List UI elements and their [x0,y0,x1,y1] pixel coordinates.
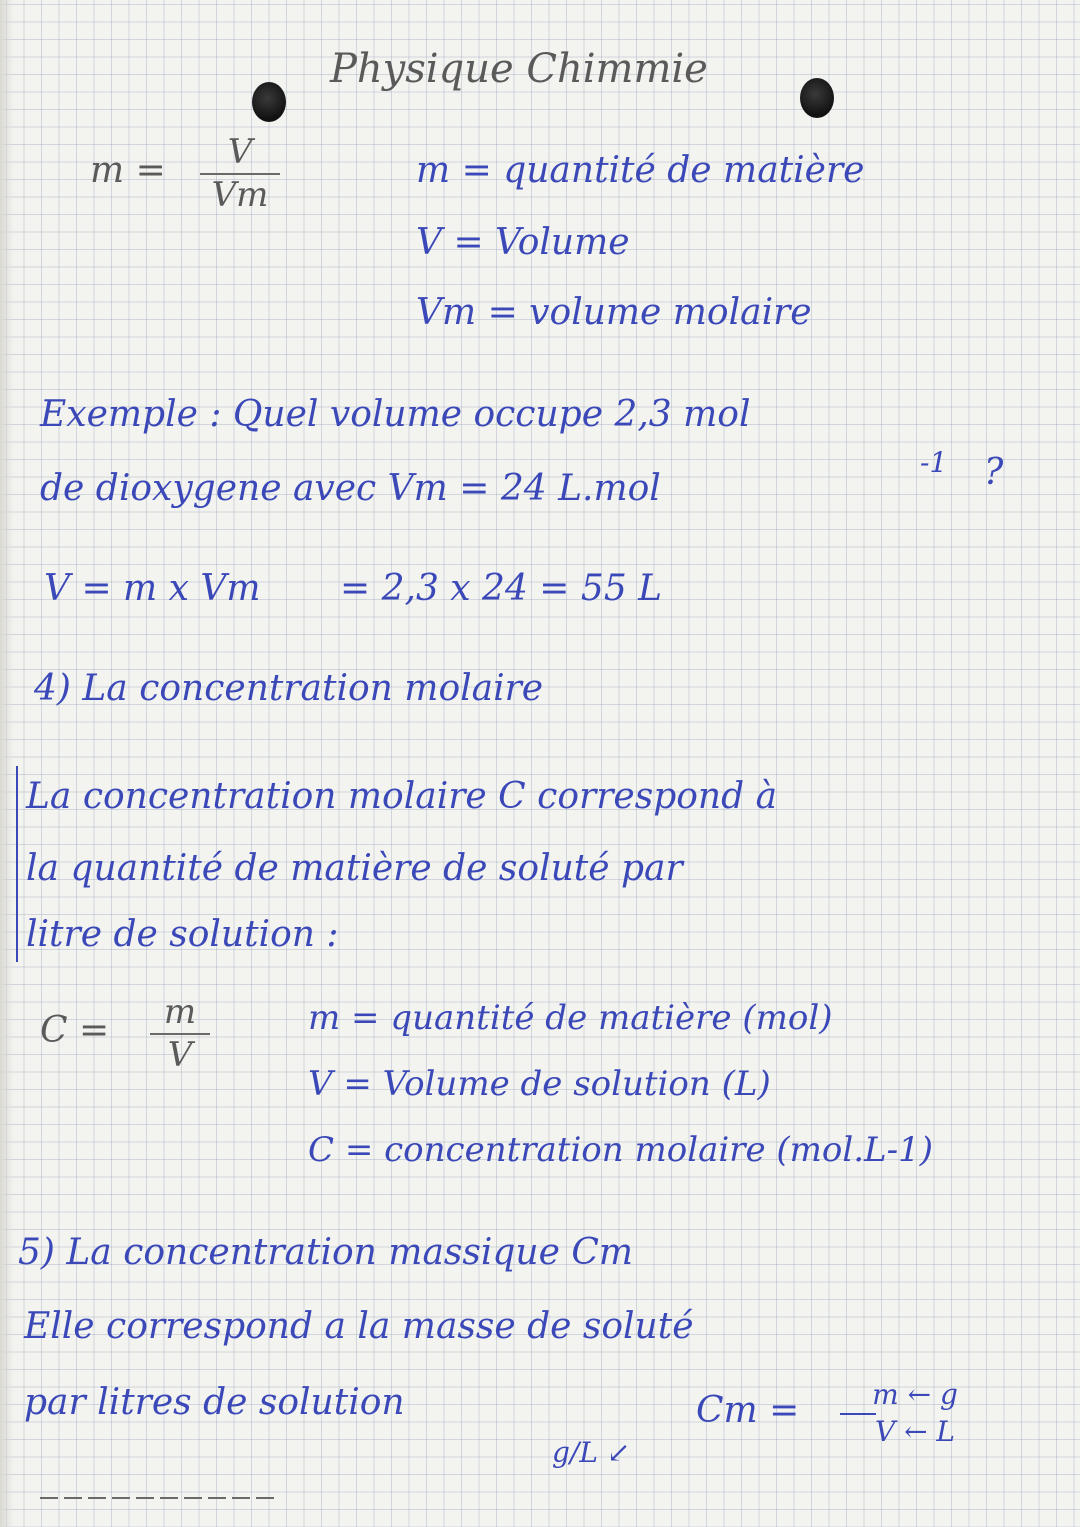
section4-paragraph-line-3: litre de solution : [26,914,339,955]
formula1-definition-1: m = quantité de matière [416,150,865,191]
binder-hole-right [800,78,834,118]
section4-paragraph-line-2: la quantité de matière de soluté par [26,848,683,889]
section5-paragraph-line-2: par litres de solution [24,1382,405,1423]
page-edge-shadow [0,0,14,1527]
section4-definition-1: m = quantité de matière (mol) [308,998,833,1038]
section4-heading: 4) La concentration molaire [34,668,544,709]
formula1-fraction [200,134,280,215]
section5-unit-note: g/L ↙ [552,1436,631,1469]
formula1-numerator: V [227,132,253,172]
section4-formula-lhs: C = [40,1010,110,1051]
bottom-dash-line [40,1497,280,1499]
example-calc-right: = 2,3 x 24 = 55 L [340,568,663,609]
section5-denominator: V ← L [874,1414,956,1448]
section5-numerator: m ← g [872,1378,958,1411]
binder-hole-left [252,82,286,122]
section5-formula-lhs: Cm = [696,1390,800,1431]
example-exponent: -1 [920,446,948,479]
example-line-2: de dioxygene avec Vm = 24 L.mol [40,468,661,509]
formula1-denominator: Vm [211,175,269,216]
section5-paragraph-line-1: Elle correspond a la masse de soluté [24,1306,694,1347]
fraction-bar [840,1413,876,1415]
section5-fraction [840,1380,990,1448]
section4-denominator: V [167,1035,193,1076]
margin-bracket [16,766,18,962]
formula1-lhs: m = [90,150,166,191]
example-calc-left: V = m x Vm [44,568,261,609]
formula1-definition-2: V = Volume [416,222,630,263]
section4-numerator: m [163,992,197,1032]
example-line-1: Exemple : Quel volume occupe 2,3 mol [40,394,751,435]
example-question-mark: ? [984,452,1004,493]
section4-paragraph-line-1: La concentration molaire C correspond à [26,776,778,817]
section4-definition-3: C = concentration molaire (mol.L-1) [308,1130,934,1170]
formula1-definition-3: Vm = volume molaire [416,292,812,333]
section5-heading: 5) La concentration massique Cm [18,1232,634,1273]
section4-definition-2: V = Volume de solution (L) [308,1064,771,1104]
page-title: Physique Chimmie [330,46,708,92]
section4-fraction [150,994,210,1075]
